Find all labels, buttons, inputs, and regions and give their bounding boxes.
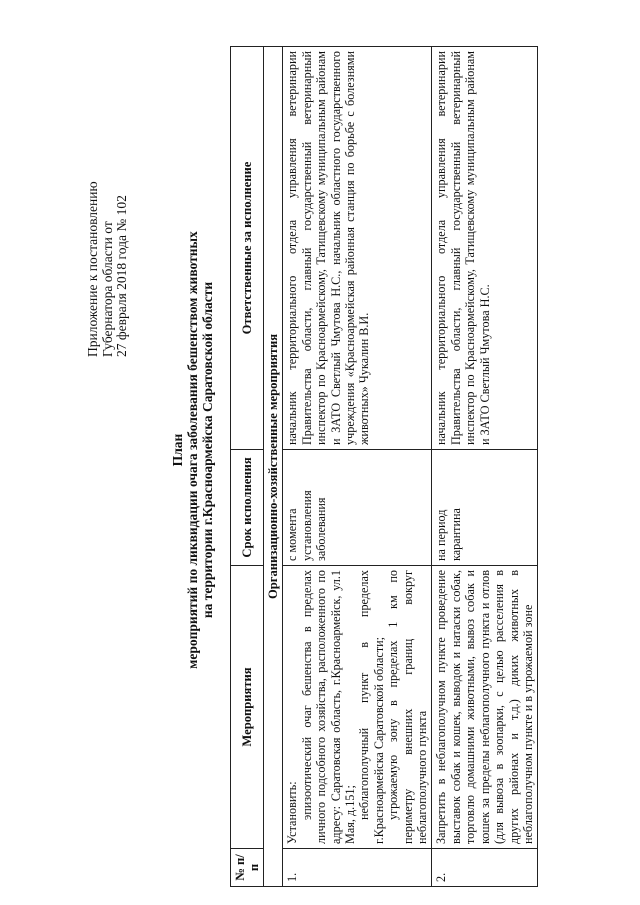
measure-intro: Установить: <box>285 781 300 844</box>
appendix-note <box>86 57 130 357</box>
row-measure: Запретить в неблагополучном пункте проведение выставок собак и кошек, выводок и натаски собак, торговлю домашними животными, вывоз собак и кошек за пределы неблагополучного пункта и отлов (для вывоза в зоопарки, с целью расселения в других районах и т.д.) диких животных в неблагополучном пункте и в угрожаемой зоне <box>432 566 538 849</box>
appendix-line-3: 27 февраля 2018 года № 102 <box>114 195 129 357</box>
header-measure: Мероприятия <box>231 566 264 849</box>
appendix-line-2: Губернатора области от <box>99 221 115 357</box>
header-responsible: Ответственные за исполнение <box>231 47 264 450</box>
row-responsible: начальник территориального отдела управления ветеринарии Правительства области, главный государственный ветеринарный инспектор по Красноармейскому, Татищевскому муниципальным районам и ЗАТО Светлый Чмутова Н.С., начальник областного государственного учреждения «Красноармейская районная станция по борьбе с болезнями животных» Чукалин В.И. <box>283 47 432 450</box>
header-term: Срок исполнения <box>231 450 264 566</box>
table-header-row <box>231 47 264 887</box>
section-title: Организационно-хозяйственные мероприятия <box>264 47 283 887</box>
table-row <box>432 47 538 887</box>
title-line-3: на территории г.Красноармейска Саратовской области <box>200 281 215 619</box>
row-responsible: начальник территориального отдела управления ветеринарии Правительства области, главный государственный ветеринарный инспектор по Красноармейскому, Татищевскому муниципальным районам и ЗАТО Светлый Чмутова Н.С. <box>432 47 538 450</box>
row-number: 1. <box>283 849 432 887</box>
plan-title <box>170 65 215 835</box>
title-line-1: План <box>170 433 185 467</box>
row-measure <box>283 566 432 849</box>
section-row <box>264 47 283 887</box>
row-number: 2. <box>432 849 538 887</box>
header-num: № п/п <box>231 849 264 887</box>
row-term: с момента установления заболевания <box>283 450 432 566</box>
measure-paragraph: эпизоотический очаг бешенства в пределах личного подсобного хозяйства, расположенного по адресу: Саратовская область, г.Красноармейск, ул.1 Мая, д.151; <box>299 570 358 844</box>
plan-table <box>230 46 538 887</box>
row-term: на период карантина <box>432 450 538 566</box>
table-row <box>283 47 432 887</box>
appendix-line-1: Приложение к постановлению <box>85 181 100 357</box>
measure-paragraph: неблагополучный пункт в пределах г.Красноармейска Саратовской области; <box>357 570 386 844</box>
title-line-2: мероприятий по ликвидации очага заболевания бешенством животных <box>185 231 200 669</box>
measure-paragraph: угрожаемую зону в пределах 1 км по периметру внешних границ вокруг неблагополучного пункта <box>386 570 430 844</box>
